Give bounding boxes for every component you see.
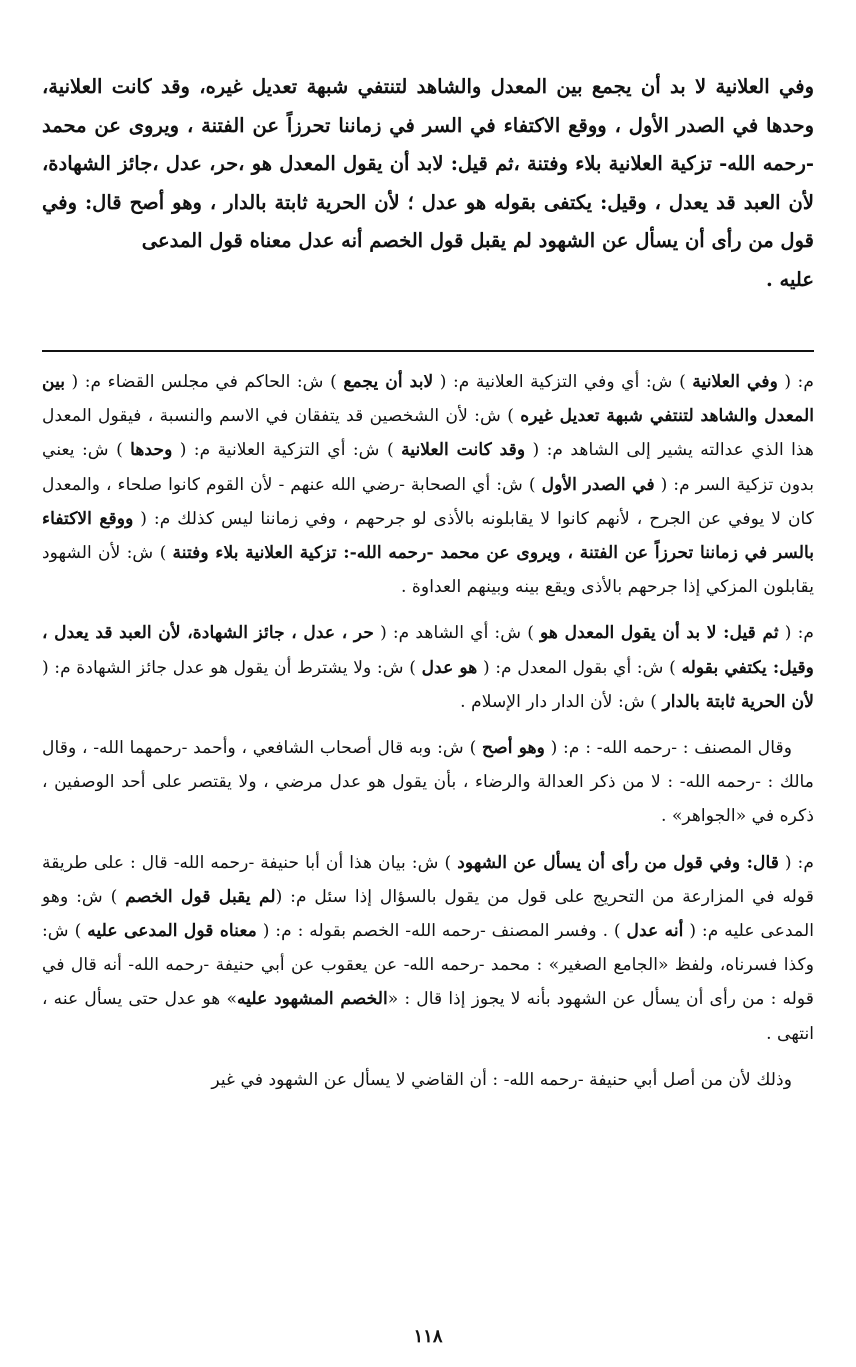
quoted-text: ثم قيل: لا بد أن يقول المعدل هو xyxy=(540,623,779,644)
quoted-text: ووقع الاكتفاء بالسر في زماننا تحرزاً عن الفتنة ، ويروى عن محمد -رحمه الله-: تزكية العلانية بلاء وفتنة xyxy=(42,508,815,564)
text-run: ) ش: لأن الشخصين قد يتفقان في الاسم والنسبة ، فيقول المعدل هذا الذي عدالته يشير إلى الشاهد م: ( xyxy=(42,406,814,461)
quoted-text: معناه قول المدعى عليه xyxy=(87,921,257,942)
quoted-text: بين المعدل والشاهد لتنتفي شبهة تعديل غيره xyxy=(42,372,814,427)
text-run: ) ش: أي الصحابة -رضي الله عنهم - لأن القوم كانوا صلحاء ، والمعدل كان لا يوفي عن الجرح ، لأنهم كانوا لا يقابلونه بالأذى لو جرحهم ، وفي زماننا ليس كذلك م: ( xyxy=(42,474,814,529)
text-run: وقال المصنف : -رحمه الله- : م: ( xyxy=(544,738,792,759)
text-run: ) ش: أي التزكية العلانية م: ( xyxy=(172,440,402,461)
main-text-block xyxy=(42,68,814,299)
text-run: م: ( xyxy=(778,623,814,644)
text-run: ) ش: وكذا فسرناه، ولفظ «الجامع الصغير» : محمد -رحمه الله- عن يعقوب عن أبي حنيفة -رحمه الله- أنه قال في قوله : من رأى أن يسأل عن الشهود بأنه لا يجوز إذا قال : « xyxy=(42,921,815,1010)
quoted-text: لم يقبل قول الخصم xyxy=(125,886,276,907)
quoted-text: لابد أن يجمع xyxy=(343,372,434,392)
main-text-last-line: عليه . xyxy=(765,267,814,291)
text-run: وذلك لأن من أصل أبي حنيفة -رحمه الله- : أن القاضي لا يسأل عن الشهود في غير xyxy=(211,1069,792,1090)
quoted-text: حر ، عدل ، جائز الشهادة، لأن العبد قد يعدل ، وقيل: يكتفي بقوله xyxy=(42,623,814,678)
text-run: ) ش: يعني بدون تزكية السر م: ( xyxy=(42,440,814,495)
text-run: ) ش: الحاكم في مجلس القضاء م: ( xyxy=(65,372,344,392)
quoted-text: وفي العلانية xyxy=(692,372,778,392)
quoted-text: في الصدر الأول xyxy=(541,474,655,495)
quoted-text: لأن الحرية ثابتة بالدار xyxy=(662,691,814,712)
quoted-text: أنه عدل xyxy=(626,921,684,942)
section-divider xyxy=(42,350,814,352)
quoted-text: وقد كانت العلانية xyxy=(401,440,526,461)
quoted-text: قال: وفي قول من رأى أن يسأل عن الشهود xyxy=(457,852,779,873)
commentary-paragraph-2 xyxy=(42,616,814,719)
text-run: ) ش: أي وفي التزكية العلانية م: ( xyxy=(433,372,693,392)
commentary-paragraph-5 xyxy=(42,1063,814,1097)
text-run: ) ش: لأن الشهود يقابلون المزكي إذا جرحهم بالأذى ويقع بينه وبينهم العداوة . xyxy=(42,543,814,598)
text-run: م: ( xyxy=(777,372,814,392)
commentary-paragraph-1 xyxy=(42,365,814,604)
text-run: ) ش: وهو المدعى عليه م: ( xyxy=(42,886,814,942)
main-text-body: وفي العلانية لا بد أن يجمع بين المعدل والشاهد لتنتفي شبهة تعديل غيره، وقد كانت العلانية، وحدها في الصدر الأول ، ووقع الاكتفاء في السر في زماننا تحرزاً عن الفتنة ، ويروى عن محمد -رحمه الله- تزكية العلانية بلاء وفتنة ،ثم قيل: لابد أن يقول المعدل هو ،حر، عدل ،جائز الشهادة، لأن العبد قد يعدل ، وقيل: يكتفى بقوله هو عدل ؛ لأن الحرية ثابتة بالدار ، وهو أصح قال: وفي قول من رأى أن يسأل عن الشهود لم يقبل قول الخصم أنه عدل معناه قول المدعى xyxy=(42,75,814,252)
quoted-text: وحدها xyxy=(130,440,173,461)
text-run: ) ش: بيان هذا أن أبا حنيفة -رحمه الله- قال : على طريقة قوله في المزارعة من التحريج على قول من يقول بالسؤال إذا سئل م: ( xyxy=(42,852,814,907)
commentary-paragraph-3 xyxy=(42,731,814,834)
text-run: ) ش: لأن الدار دار الإسلام . xyxy=(460,691,663,712)
quoted-text: هو عدل xyxy=(421,657,478,678)
quoted-text: الخصم المشهود عليه xyxy=(237,989,388,1010)
page-number: ١١٨ xyxy=(413,1326,443,1347)
text-run: م: ( xyxy=(778,852,814,873)
quoted-text: وهو أصح xyxy=(482,738,545,759)
text-run: ) ش: وبه قال أصحاب الشافعي ، وأحمد -رحمهما الله- ، وقال مالك : -رحمه الله- : لا من ذكر العدالة والرضاء ، بأن يقول هو عدل مرضي ، ولا يقتصر على أحد الوصفين ، ذكره في «الجواهر» . xyxy=(42,738,814,827)
text-run: ) ش: أي بقول المعدل م: ( xyxy=(477,657,682,678)
text-run: ) . وفسر المصنف -رحمه الله- الخصم بقوله : م: ( xyxy=(256,921,627,942)
text-run: ) ش: أي الشاهد م: ( xyxy=(374,623,541,644)
text-run: ) ش: ولا يشترط أن يقول هو عدل جائز الشهادة م: ( xyxy=(42,657,422,678)
text-run: » هو عدل حتى يسأل عنه ، انتهى . xyxy=(42,989,814,1044)
commentary-paragraph-4 xyxy=(42,846,814,1051)
commentary-block xyxy=(42,365,814,1109)
